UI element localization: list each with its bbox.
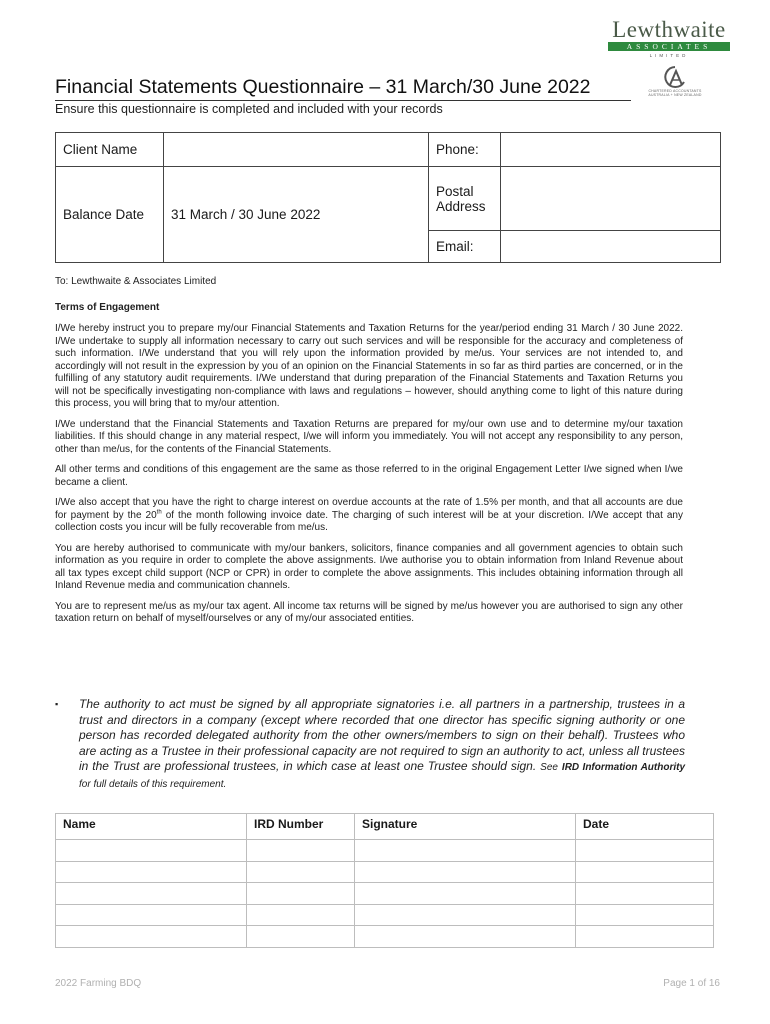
- ca-text-1: CHARTERED ACCOUNTANTS: [648, 89, 702, 93]
- table-row: [56, 883, 714, 905]
- ird-cell[interactable]: [247, 883, 355, 905]
- table-row: [56, 904, 714, 926]
- signature-cell[interactable]: [355, 926, 576, 948]
- client-name-field[interactable]: [164, 133, 429, 167]
- table-row: [56, 861, 714, 883]
- logo-band: ASSOCIATES: [608, 42, 730, 51]
- authority-note-main: The authority to act must be signed by all appropriate signatories i.e. all partners in a partnership, trustees in a trust and directors in a company (except where recorded that one director has specific signing authority or one person has recorded delegated authority from the other owners/members to sign on their behalf). Trustees who are acting as a Trustee in their professional capacity are not required to sign an authority to act, unless all trustees in the Trust are professional trustees, in which case at least one Trustee should sign.: [79, 697, 685, 773]
- postal-address-label: Postal Address: [429, 167, 501, 231]
- date-cell[interactable]: [576, 926, 714, 948]
- table-row: [56, 840, 714, 862]
- signature-cell[interactable]: [355, 883, 576, 905]
- terms-body: [55, 276, 683, 634]
- client-name-label: Client Name: [56, 133, 164, 167]
- balance-date-label: Balance Date: [56, 167, 164, 263]
- page-title: Financial Statements Questionnaire – 31 March/30 June 2022: [55, 76, 591, 98]
- postal-address-field[interactable]: [501, 167, 721, 231]
- ca-anz-logo: [640, 65, 710, 97]
- col-header-signature: Signature: [355, 814, 576, 840]
- signature-cell[interactable]: [355, 840, 576, 862]
- company-logo: [604, 18, 734, 58]
- date-cell[interactable]: [576, 840, 714, 862]
- p4-part-b: of the month following invoice date. The charging of such interest will be at your discretion. I/We accept that any collection costs you incur will be fully recoverable from me/us.: [55, 509, 683, 533]
- p4-part-a: I/We also accept that you have the right to charge interest on overdue accounts at the rate of 1.5% per month, and that all accounts are due for payment by the 20: [55, 497, 683, 521]
- name-cell[interactable]: [56, 926, 247, 948]
- ca-text-2: AUSTRALIA + NEW ZEALAND: [648, 93, 702, 97]
- ird-cell[interactable]: [247, 861, 355, 883]
- ird-cell[interactable]: [247, 926, 355, 948]
- authority-see: See: [540, 762, 558, 773]
- terms-paragraph-5: You are hereby authorised to communicate with my/our bankers, solicitors, finance companies and all government agencies to obtain such information as you require in order to complete the above assignments. I/we authorise you to obtain information from Inland Revenue about all tax types except child support (NCP or CPR) in order to complete the above assignments. This includes obtaining information through all Inland Revenue media and communication channels.: [55, 542, 683, 591]
- page-subtitle: Ensure this questionnaire is completed and included with your records: [55, 102, 443, 116]
- name-cell[interactable]: [56, 904, 247, 926]
- terms-paragraph-2: I/We understand that the Financial Statements and Taxation Returns are prepared for my/our own use and to determine my/our taxation liabilities. If this should change in any material respect, I/we will inform you immediately. You will not accept any responsibility to any person, other than me/us, for the contents of the Financial Statements.: [55, 418, 683, 455]
- terms-paragraph-3: All other terms and conditions of this engagement are the same as those referred to in the original Engagement Letter I/we signed when I/we became a client.: [55, 464, 683, 488]
- phone-field[interactable]: [501, 133, 721, 167]
- balance-date-value: 31 March / 30 June 2022: [164, 167, 429, 263]
- authority-see-tail: for full details of this requirement.: [79, 778, 227, 790]
- phone-label: Phone:: [429, 133, 501, 167]
- title-divider: [55, 100, 631, 101]
- bullet-icon: ▪: [55, 699, 59, 709]
- email-field[interactable]: [501, 231, 721, 263]
- ca-emblem-icon: [662, 65, 688, 89]
- date-cell[interactable]: [576, 861, 714, 883]
- date-cell[interactable]: [576, 883, 714, 905]
- date-cell[interactable]: [576, 904, 714, 926]
- footer-page-number: Page 1 of 16: [663, 978, 720, 989]
- addressee: To: Lewthwaite & Associates Limited: [55, 276, 217, 287]
- authority-note: [55, 697, 685, 792]
- signature-cell[interactable]: [355, 861, 576, 883]
- name-cell[interactable]: [56, 840, 247, 862]
- table-row: [56, 926, 714, 948]
- col-header-date: Date: [576, 814, 714, 840]
- logo-sub: LIMITED: [649, 53, 689, 58]
- col-header-ird: IRD Number: [247, 814, 355, 840]
- footer-doc-name: 2022 Farming BDQ: [55, 978, 142, 989]
- ird-cell[interactable]: [247, 904, 355, 926]
- terms-paragraph-1: I/We hereby instruct you to prepare my/our Financial Statements and Taxation Returns for the year/period ending 31 March / 30 June 2022. I/We undertake to supply all information necessary to carry out such services and will be responsible for the accuracy and completeness of such information. I/We understand that you will rely upon the information provided by me/us. Your services are not intended to, and accordingly will not result in the expression by you of an opinion on the Financial Statements in so far as third parties are concerned, or in the fulfilling of any statutory audit requirements. I/We understand that during preparation of the Financial Statements and Taxation Returns you will not be specifically investigating non-compliance with laws and regulations – however, should anything come to light of this nature during this process, you will bring that to my/our attention.: [55, 323, 683, 409]
- ird-authority-ref: IRD Information Authority: [561, 762, 686, 773]
- p4-superscript: th: [156, 509, 162, 516]
- logo-wordmark: Lewthwaite: [612, 17, 726, 42]
- name-cell[interactable]: [56, 861, 247, 883]
- col-header-name: Name: [56, 814, 247, 840]
- signatories-table: [55, 813, 714, 948]
- terms-heading: Terms of Engagement: [55, 301, 160, 313]
- authority-note-text: [79, 697, 685, 792]
- client-details-table: [55, 132, 721, 263]
- ird-cell[interactable]: [247, 840, 355, 862]
- name-cell[interactable]: [56, 883, 247, 905]
- email-label: Email:: [429, 231, 501, 263]
- terms-paragraph-4: [55, 497, 683, 535]
- terms-paragraph-6: You are to represent me/us as my/our tax agent. All income tax returns will be signed by me/us however you are authorised to sign any other taxation return on behalf of myself/ourselves or any of my/our associated entities.: [55, 600, 683, 624]
- signature-cell[interactable]: [355, 904, 576, 926]
